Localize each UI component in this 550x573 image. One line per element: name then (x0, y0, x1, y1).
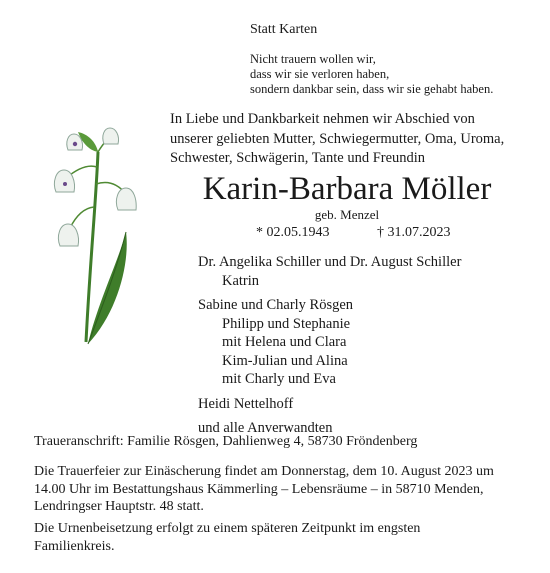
urn-burial-info (34, 520, 420, 555)
mourner-line: Heidi Nettelhoff (198, 395, 294, 412)
ceremony-line: Die Trauerfeier zur Einäscherung findet am Donnerstag, dem 10. August 2023 um (34, 464, 494, 479)
maiden-name: geb. Menzel (314, 207, 380, 222)
mourner-line: Kim-Julian und Alina (222, 352, 348, 369)
mourners-list (198, 253, 461, 438)
deceased-name: Karin-Barbara Möller (202, 171, 492, 207)
intro-line: In Liebe und Dankbarkeit nehmen wir Abschied von (170, 111, 475, 127)
urn-line: Familienkreis. (34, 538, 115, 554)
intro-line: unserer geliebten Mutter, Schwiegermutter, Oma, Uroma, (170, 130, 505, 147)
life-dates (256, 225, 451, 241)
lily-of-the-valley-icon (38, 112, 138, 347)
mourner-line: Dr. Angelika Schiller und Dr. August Schiller (198, 254, 462, 270)
poem-line: Nicht trauern wollen wir, (250, 52, 376, 66)
intro-line: Schwester, Schwägerin, Tante und Freundin (170, 150, 426, 166)
mourner-line: mit Charly und Eva (222, 371, 336, 387)
mourner-line: Sabine und Charly Rösgen (198, 297, 354, 313)
poem-line: sondern dankbar sein, dass wir sie gehabt haben. (250, 82, 494, 96)
mourner-line: und alle Anverwandten (198, 420, 333, 436)
birth-date: * 02.05.1943 (256, 225, 330, 240)
ceremony-info (34, 463, 494, 516)
ceremony-line: Lendringser Hauptstr. 48 statt. (34, 499, 204, 514)
statt-karten-label: Statt Karten (250, 22, 318, 37)
death-date: † 31.07.2023 (377, 225, 451, 240)
mourner-line: Philipp und Stephanie (222, 315, 351, 332)
urn-line: Die Urnenbeisetzung erfolgt zu einem späteren Zeitpunkt im engsten (34, 521, 421, 536)
mourner-line: mit Helena und Clara (222, 334, 347, 350)
poem (250, 52, 493, 97)
poem-line: dass wir sie verloren haben, (250, 67, 390, 81)
mourner-line: Katrin (222, 272, 260, 289)
intro-text (170, 110, 504, 169)
ceremony-line: 14.00 Uhr im Bestattungshaus Kämmerling – Lebensräume – in 58710 Menden, (34, 481, 484, 497)
mourning-address: Traueranschrift: Familie Rösgen, Dahlienweg 4, 58730 Fröndenberg (34, 434, 418, 449)
